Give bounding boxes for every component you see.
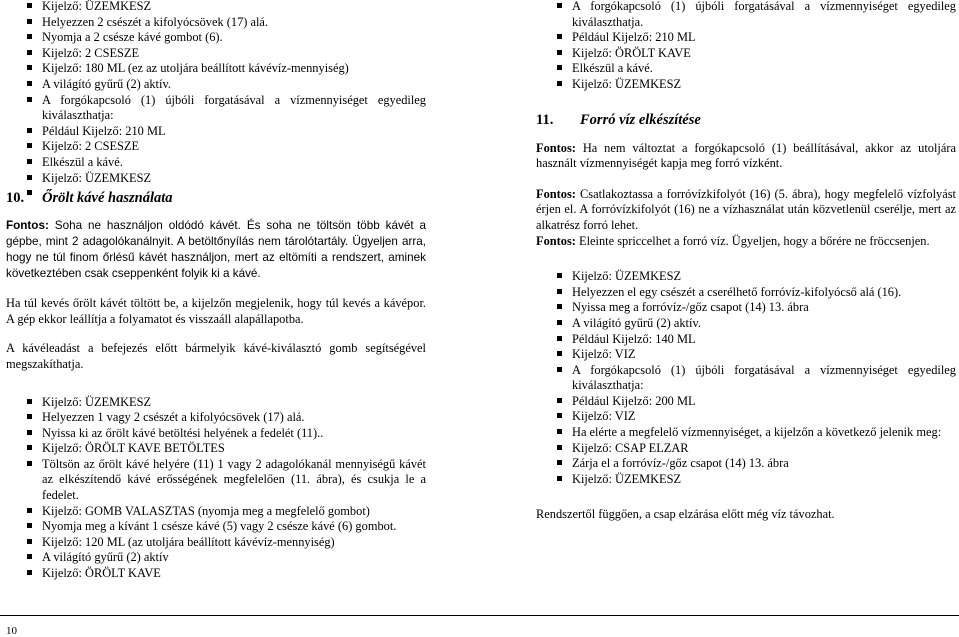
footer-rule [0,615,959,616]
list-item-text: A világító gyűrű (2) aktív [42,550,169,565]
list-item [536,409,956,425]
list-item-text: Helyezzen el egy csészét a cserélhető forróvíz-kifolyócső alá (16). [572,284,902,299]
bullet-square-icon [27,523,32,528]
bullet-square-icon [27,430,32,435]
list-item [536,77,956,93]
list-item [6,124,426,140]
section-title: Forró víz elkészítése [580,111,701,128]
bullet-square-icon [27,65,32,70]
bullet-square-icon [557,65,562,70]
list-item-text: Kijelző: ÜZEMKESZ [572,471,682,486]
section-10-heading [6,189,426,207]
bullet-square-icon [27,461,32,466]
note-text: Csatlakoztassa a forróvízkifolyót (16) (5. ábra), hogy megfelelő vízfolyást érjen el. A forróvízkifolyót (16) ne a vízhasználat után közvetlenül cserélje, mert az alkatrész forró lehet. [536,186,956,232]
list-item-text: Nyissa meg a forróvíz-/gőz csapot (14) 13. ábra [572,300,809,315]
bullet-square-icon [27,81,32,86]
list-item-text: Nyomja a 2 csésze kávé gombot (6). [42,30,223,45]
list-item [6,139,426,155]
list-item-text: Kijelző: ÜZEMKESZ [42,0,152,13]
section-11-heading [536,111,956,129]
list-item [536,347,956,363]
list-item [536,30,956,46]
list-item [536,0,956,30]
list-item [536,316,956,332]
bullet-square-icon [557,336,562,341]
bullet-square-icon [557,398,562,403]
bullet-square-icon [557,34,562,39]
section-title: Őrölt kávé használata [42,190,173,207]
list-item-text: Töltsön az őrölt kávé helyére (11) 1 vagy 2 adagolókanál mennyiségű kávét az elkészítendő kávé erősségének megfelelően (11. ábra), és csukja le a fedelet. [42,456,426,503]
bullet-square-icon [27,143,32,148]
list-item-text: A világító gyűrű (2) aktív. [572,315,701,330]
list-item [536,46,956,62]
note-paragraph-3 [536,234,956,250]
closing-paragraph: Rendszertől függően, a csap elzárása előtt még víz távozhat. [536,507,835,522]
bullet-square-icon [557,476,562,481]
bullet-square-icon [557,460,562,465]
list-item-text: Kijelző: ÜZEMKESZ [42,394,152,409]
right-bottom-list [536,269,956,487]
list-item-text: A forgókapcsoló (1) újbóli forgatásával a vízmennyiséget egyedileg kiválaszthatja: [42,92,426,123]
list-item [536,441,956,457]
list-item [6,426,426,442]
note-text: Eleinte spriccelhet a forró víz. Ügyeljen, hogy a bőrére ne fröccsenjen. [575,233,930,248]
list-item [6,93,426,124]
bullet-square-icon [557,273,562,278]
list-item-text: Kijelző: GOMB VALASZTAS (nyomja meg a megfelelő gombot) [42,503,370,518]
list-item [6,566,426,582]
list-item [536,363,956,394]
list-item-text: Például Kijelző: 210 ML [42,123,166,138]
list-item-text: Kijelző: ÜZEMKESZ [572,76,682,91]
list-item [6,46,426,62]
list-item [6,30,426,46]
bullet-square-icon [557,445,562,450]
bullet-square-icon [27,570,32,575]
list-item [6,77,426,93]
list-item [6,504,426,520]
warning-label: Fontos: [6,219,49,233]
bullet-square-icon [557,50,562,55]
list-item [6,395,426,411]
list-item [6,550,426,566]
list-item [536,61,956,77]
bullet-square-icon [557,413,562,418]
list-item-text: A forgókapcsoló (1) újbóli forgatásával a vízmennyiséget egyedileg kiválaszthatja. [572,0,956,29]
bullet-square-icon [27,97,32,102]
list-item-text: Helyezzen 1 vagy 2 csészét a kifolyócsövek (17) alá. [42,410,305,425]
bullet-square-icon [27,399,32,404]
list-item [536,425,956,441]
list-item-text: Például Kijelző: 200 ML [572,393,696,408]
bullet-square-icon [27,175,32,180]
bullet-square-icon [27,414,32,419]
list-item [536,332,956,348]
section-number: 10. [6,190,25,207]
list-item [6,410,426,426]
bullet-square-icon [27,19,32,24]
list-item-text: A forgókapcsoló (1) újbóli forgatásával a vízmennyiséget egyedileg kiválaszthatja: [572,362,956,393]
bullet-square-icon [27,3,32,8]
list-item [6,171,426,187]
list-item-text: Kijelző: VIZ [572,347,636,362]
list-item-text: A világító gyűrű (2) aktív. [42,76,171,91]
list-item [6,519,426,535]
list-item [536,269,956,285]
list-item-text: Ha elérte a megfelelő vízmennyiséget, a kijelzőn a következő jelenik meg: [572,425,942,440]
list-item-text: Például Kijelző: 140 ML [572,331,696,346]
left-column [6,0,426,582]
list-item [536,300,956,316]
list-item-text: Zárja el a forróvíz-/gőz csapot (14) 13. ábra [572,456,789,471]
left-top-list [6,0,426,186]
list-item-text: Kijelző: ÖRÖLT KAVE [42,566,161,581]
bullet-square-icon [27,445,32,450]
list-item [6,155,426,171]
list-item-text: Kijelző: ÖRÖLT KAVE BETÖLTES [42,441,225,456]
warning-paragraph [6,218,426,282]
bullet-square-icon [557,81,562,86]
list-item-text: Elkészül a kávé. [42,154,123,169]
bullet-square-icon [27,128,32,133]
list-item [536,472,956,488]
list-item-text: Kijelző: 180 ML (ez az utoljára beállított kávévíz-mennyiség) [42,61,349,76]
list-item-text: Kijelző: VIZ [572,409,636,424]
list-item-text: Kijelző: 2 CSESZE [42,139,140,154]
list-item [6,61,426,77]
right-column [536,0,956,523]
list-item [536,285,956,301]
bullet-square-icon [557,3,562,8]
section-number: 11. [536,111,554,128]
list-item [6,441,426,457]
list-item [6,457,426,504]
list-item-text: Kijelző: 120 ML (az utoljára beállított kávévíz-mennyiség) [42,534,335,549]
list-item-text: Például Kijelző: 210 ML [572,30,696,45]
bullet-square-icon [557,429,562,434]
bullet-square-icon [557,304,562,309]
list-item-text: Kijelző: ÜZEMKESZ [42,170,152,185]
note-paragraph-2 [536,187,956,234]
list-item-text: Kijelző: ÖRÖLT KAVE [572,45,691,60]
bullet-square-icon [27,554,32,559]
note-paragraph-1 [536,141,956,172]
note-text: Ha nem változtat a forgókapcsoló (1) beállításával, akkor az utoljára használt vízmennyiségét kapja meg forró vízként. [536,140,956,171]
list-item-text: Kijelző: 2 CSESZE [42,45,140,60]
list-item [536,456,956,472]
warning-text: Soha ne használjon oldódó kávét. És soha ne töltsön több kávét a gépbe, mint 2 adagolókanálnyit. A betöltőnyílás nem tárolótartály. Ügyeljen arra, hogy ne túl finom őrlésű kávét használjon, mert az eltömíti a rendszert, aminek következtében csak cseppenként folyik ki a kávé. [6,219,426,281]
page-number: 10 [6,625,17,637]
bullet-square-icon [557,351,562,356]
bullet-square-icon [557,289,562,294]
bullet-square-icon [27,508,32,513]
bullet-square-icon [27,539,32,544]
bullet-square-icon [27,159,32,164]
list-item [6,535,426,551]
bullet-square-icon [27,50,32,55]
list-item [6,15,426,31]
list-item-text: Helyezzen 2 csészét a kifolyócsövek (17) alá. [42,14,269,29]
left-bottom-list [6,395,426,582]
list-item [536,394,956,410]
list-item-text: Nyissa ki az őrölt kávé betöltési helyének a fedelét (11).. [42,425,324,440]
interrupt-paragraph: A kávéleadást a befejezés előtt bármelyik kávé-kiválasztó gomb segítségével megszakíthatja. [6,341,426,371]
note-label: Fontos: [536,186,576,201]
bullet-square-icon [557,320,562,325]
list-item [6,0,426,15]
bullet-square-icon [557,367,562,372]
list-item-text: Elkészül a kávé. [572,61,653,76]
note-label: Fontos: [536,140,576,155]
list-item-text: Kijelző: CSAP ELZAR [572,440,689,455]
too-little-coffee-paragraph: Ha túl kevés őrölt kávét töltött be, a kijelzőn megjelenik, hogy túl kevés a kávépor. A gép ekkor leállítja a folyamatot és visszaáll alapállapotba. [6,296,426,326]
bullet-square-icon [27,34,32,39]
note-label: Fontos: [536,233,576,248]
list-item-text: Kijelző: ÜZEMKESZ [572,269,682,284]
right-top-list [536,0,956,93]
list-item-text: Nyomja meg a kívánt 1 csésze kávé (5) vagy 2 csésze kávé (6) gombot. [42,519,397,534]
